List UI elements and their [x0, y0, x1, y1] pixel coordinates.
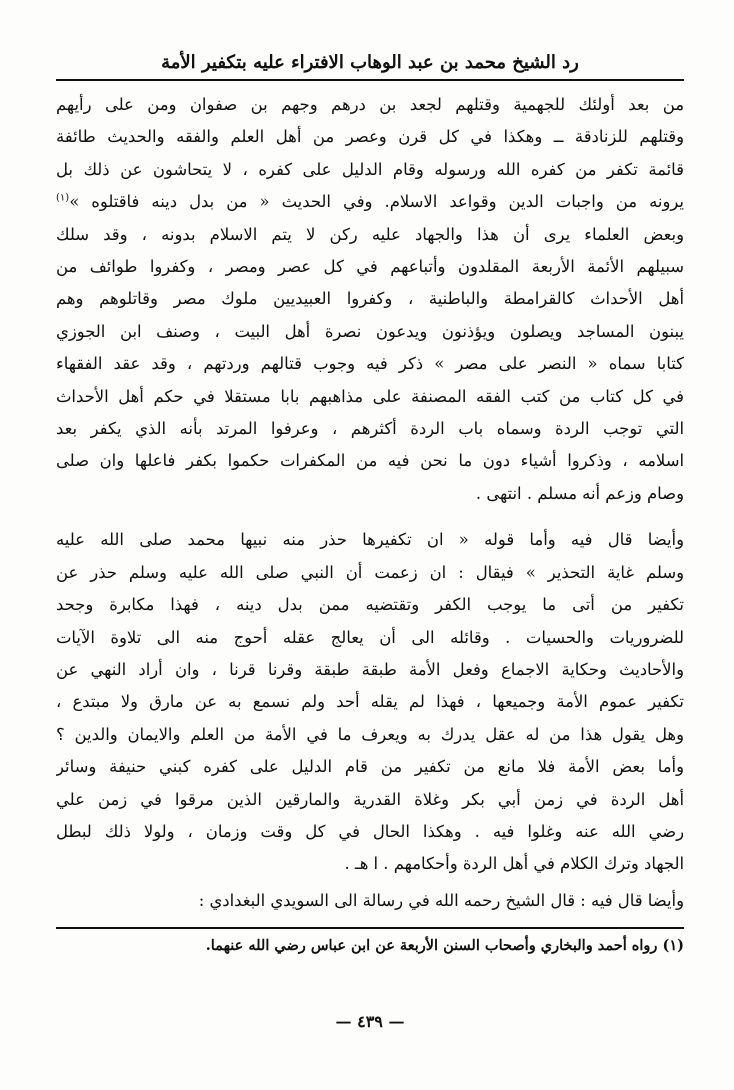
text-line: وصام وزعم أنه مسلم . انتهى . [475, 483, 684, 503]
text-line: اسلامه ، وذكروا أشياء دون ما نحن فيه من المكفرات حكموا بكفر فاعلها وان صلى [56, 451, 684, 471]
text-line: الجهاد وترك الكلام في أهل الردة وأحكامهم . ا هـ . [344, 854, 684, 874]
text-line: والأحاديث وحكاية الاجماع وفعل الأمة طبقة طبقة وقرنا قرنا ، وان أراد النهي عن [56, 659, 684, 679]
text-line: التي توجب الردة وسماه باب الردة أكثرهم ، وعرفوا المرتد بأنه الذي يكفر بعد [56, 419, 684, 439]
text-line: للضروريات والحسيات . وقائله الى أن يعالج عقله أحوج منه الى تلاوة الآيات [56, 627, 684, 647]
text-line: يبنون المساجد ويصلون ويؤذنون ويدعون نصرة أهل البيت ، وصنف ابن الجوزي [56, 321, 684, 341]
text-line: وبعض العلماء يرى أن هذا والجهاد عليه ركن لا يتم الاسلام بدونه ، وقد سلك [56, 224, 684, 244]
text-line: أهل الردة في زمن أبي بكر وغلاة القدرية والمارقين الذين مرقوا في زمن علي [56, 789, 684, 809]
text-line: كتابا سماه « النصر على مصر » ذكر فيه وجوب قتالهم وردتهم ، وقد عقد الفقهاء [56, 354, 684, 374]
text-line: وهل يقول هذا من له عقل يدرك به ويعرف ما في الأمة من العلم والايمان والدين ؟ [56, 724, 684, 744]
paragraph-2 [56, 524, 684, 880]
text-line: قائمة تكفر من كفره الله ورسوله وقام الدليل على كفره ، لا يتحاشون عن ذلك بل [56, 159, 684, 179]
paragraph-1 [56, 89, 684, 510]
running-header: رد الشيخ محمد بن عبد الوهاب الافتراء عليه بتكفير الأمة [56, 52, 684, 81]
text-line: سبيلهم الأئمة الأربعة المقلدون وأتباعهم في كل عصر ومصر ، وكفروا طوائف من [56, 257, 684, 277]
text-segment: يرونه من واجبات الدين وقواعد الاسلام. وفي الحديث « من بدل دينه فاقتلوه » [69, 192, 684, 212]
text-line: أهل الأحداث كالقرامطة والباطنية ، وكفروا العبيديين ملوك مصر وقاتلوهم وهم [56, 289, 684, 309]
text-line: تكفير عموم الأمة وجميعها ، فهذا لم يقله أحد ولم نسمع به عن مارق ولا مبتدع ، [56, 692, 684, 712]
paragraph-gap [56, 510, 684, 524]
paragraph-3: وأيضا قال فيه : قال الشيخ رحمه الله في رسالة الى السويدي البغدادي : [198, 890, 684, 910]
text-line: وأيضا قال فيه وأما قوله « ان تكفيرها حذر منه نبيها محمد صلى الله عليه [56, 530, 684, 550]
footnote-reference: (١) [56, 192, 70, 204]
text-line: من بعد أولئك للجهمية وقتلهم لجعد بن درهم وجهم بن صفوان ومن على رأيهم [56, 95, 684, 114]
text-line: في كل كتاب من كتب الفقه المصنفة على مذاهبهم بابا مستقلا في حكم أهل الأحداث [56, 386, 684, 406]
text-line: وأما بعض الأمة فلا مانع من تكفير من قام الدليل على كفره كبني حنيفة وسائر [56, 757, 684, 777]
page-number: — ٤٣٩ — [335, 1012, 405, 1031]
text-line: تكفير من أتى ما يوجب الكفر وتقتضيه ممن بدل دينه ، فهذا مكابرة وجحد [56, 595, 684, 615]
text-line: رضي الله عنه وغلوا فيه . وهكذا الحال في كل وقت وزمان ، ولولا ذلك لبطل [56, 821, 684, 841]
main-text [56, 89, 684, 917]
book-page [56, 52, 684, 1062]
text-line: وسلم غاية التحذير » فيقال : ان زعمت أن النبي صلى الله عليه وسلم حذر عن [56, 562, 684, 582]
text-line-with-footnote-ref [56, 186, 684, 218]
footnote: (١) رواه أحمد والبخاري وأصحاب السنن الأربعة عن ابن عباس رضي الله عنهما. [205, 937, 684, 955]
text-line: وقتلهم للزنادقة ــ وهكذا في كل قرن وعصر من أهل العلم والفقه والحديث طائفة [56, 127, 684, 147]
